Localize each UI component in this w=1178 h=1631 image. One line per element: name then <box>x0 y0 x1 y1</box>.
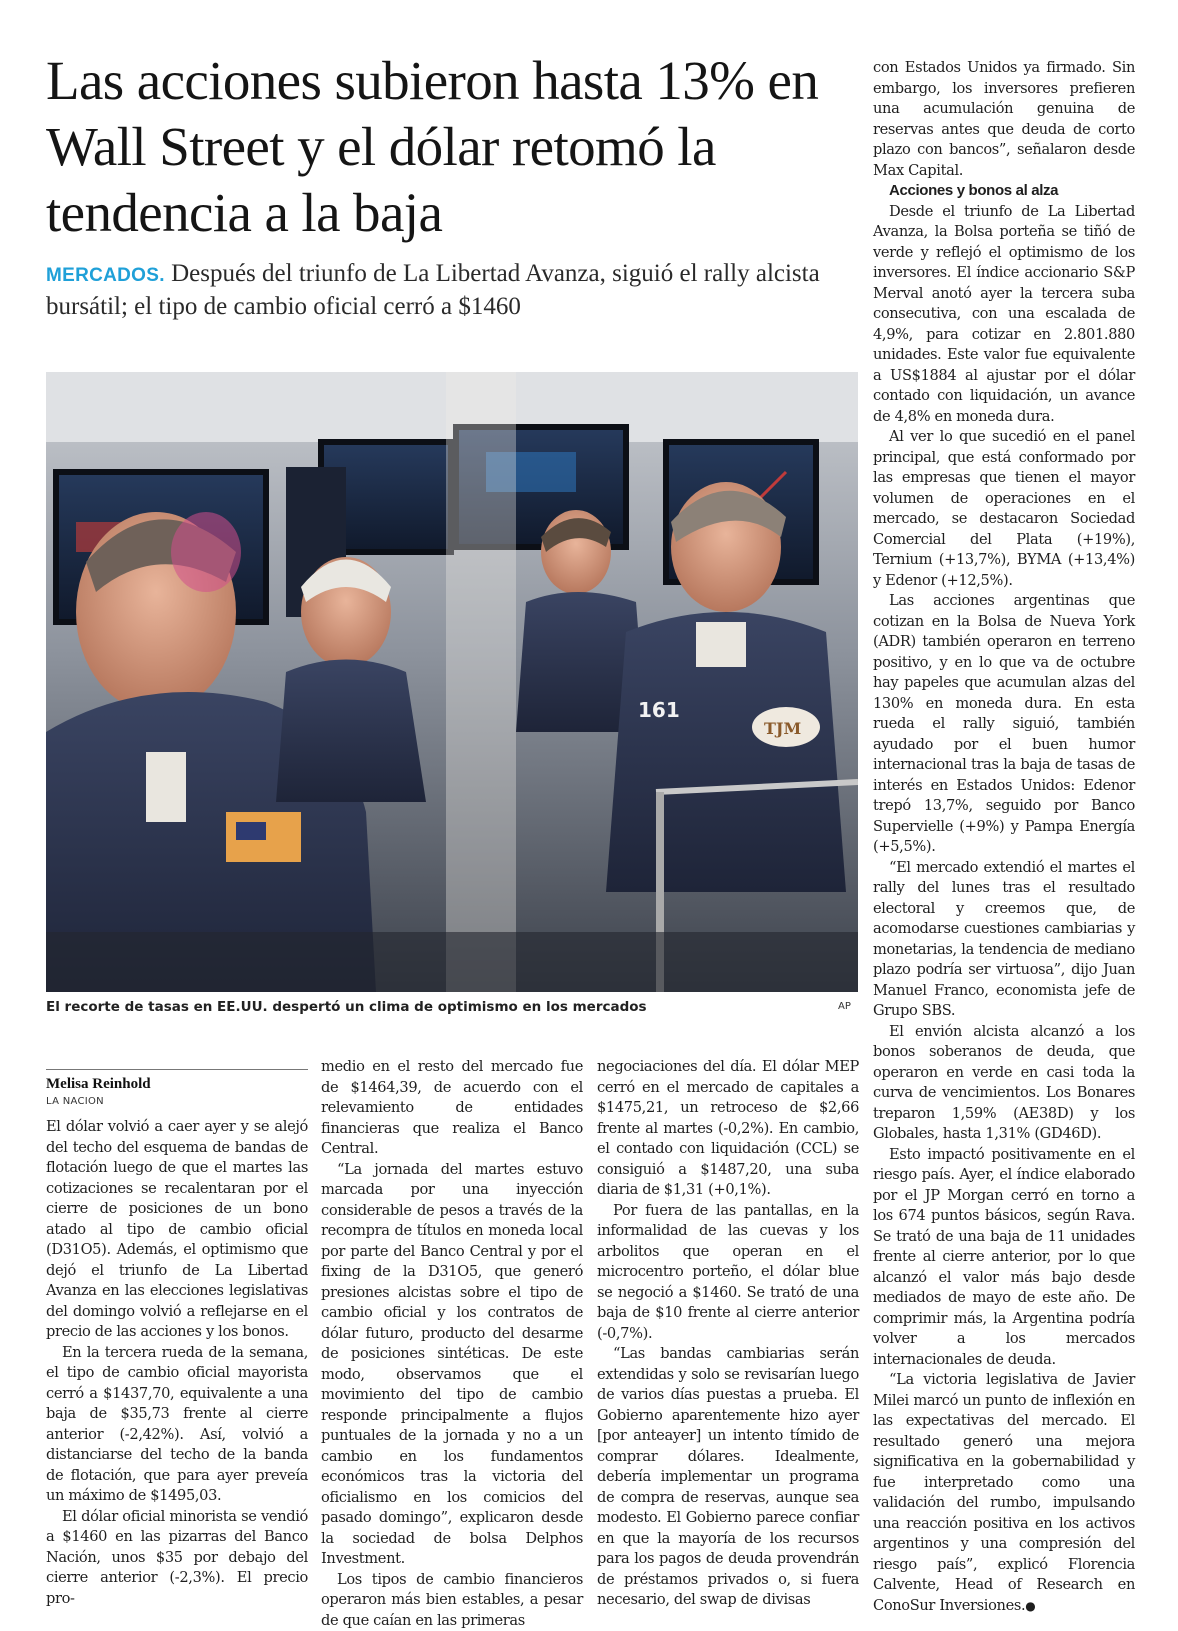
paragraph <box>873 1370 1135 1616</box>
paragraph: Por fuera de las pantallas, en la informalidad de las cuevas y los arbolitos que operan en el microcentro porteño, el dólar blue se negoció a $1460. Se trató de una baja de $10 frente al cierre anterior (-0,7%). <box>597 1201 859 1345</box>
paragraph: Al ver lo que sucedió en el panel principal, que está conformado por las empresas que tienen el mayor volumen de operaciones en el mercado, se destacaron Sociedad Comercial del Plata (+19%), Ternium (+13,7%), BYMA (+13,4%) y Edenor (+12,5%). <box>873 427 1135 591</box>
paragraph: En la tercera rueda de la semana, el tipo de cambio oficial mayorista cerró a $1437,70, equivalente a una baja de $35,73 frente al cierre anterior (-2,42%). Así, volvió a distanciarse del techo de la banda de flotación, que para ayer preveía un máximo de $1495,03. <box>46 1343 308 1507</box>
end-mark-icon: ● <box>1025 1599 1035 1613</box>
paragraph: medio en el resto del mercado fue de $1464,39, de acuerdo con el relevamiento de entidades financieras que realiza el Banco Central. <box>321 1057 583 1160</box>
paragraph: “El mercado extendió el martes el rally del lunes tras el resultado electoral y creemos que, de acomodarse cuestiones cambiarias y monetarias, la tendencia de mediano plazo podría ser virtuosa”, dijo Juan Manuel Franco, economista jefe de Grupo SBS. <box>873 858 1135 1022</box>
badge-number: 161 <box>638 698 680 722</box>
paragraph: con Estados Unidos ya firmado. Sin embargo, los inversores prefieren una acumulación genuina de reservas antes que deuda de corto plazo con bancos”, señalaron desde Max Capital. <box>873 58 1135 181</box>
paragraph-text: “La victoria legislativa de Javier Milei marcó un punto de inflexión en las expectativas del mercado. El resultado generó una mejora significativa en la gobernabilidad y fue interpretado como una validación del rumbo, impulsando una reacción positiva en los activos argentinos y una compresión del riesgo país”, explicó Florencia Calvente, Head of Research en ConoSur Inversiones. <box>873 1371 1135 1614</box>
column-2 <box>321 1057 583 1631</box>
byline-org: LA NACION <box>46 1096 308 1107</box>
paragraph: El dólar oficial minorista se vendió a $1460 en las pizarras del Banco Nación, unos $35 por debajo del cierre anterior (-2,3%). El precio pro- <box>46 1507 308 1610</box>
headline: Las acciones subieron hasta 13% en Wall Street y el dólar retomó la tendencia a la baja <box>46 48 836 246</box>
section-kicker: MERCADOS. <box>46 265 165 286</box>
paragraph: Desde el triunfo de La Libertad Avanza, la Bolsa porteña se tiñó de verde y reflejó el optimismo de los inversores. El índice accionario S&P Merval anotó ayer la tercera suba consecutiva, con una escalada de 4,9%, para cotizar en 2.801.880 unidades. Este valor fue equivalente a US$1884 al ajustar por el dólar contado con liquidación, un avance de 4,8% en moneda dura. <box>873 202 1135 428</box>
column-1 <box>46 1117 308 1609</box>
deck-text: Después del triunfo de La Libertad Avanza, siguió el rally alcista bursátil; el tipo de cambio oficial cerró a $1460 <box>46 260 820 320</box>
column-4 <box>873 58 1135 1616</box>
paragraph: “Las bandas cambiarias serán extendidas y solo se revisarían luego de varios días puestas a prueba. El Gobierno aparentemente hizo ayer [por anteayer] un intento tímido de comprar dólares. Idealmente, debería implementar un programa de compra de reservas, aunque sea modesto. El Gobierno parece confiar en que la mayoría de los recursos para los pagos de deuda provendrán de préstamos privados o, si fuera necesario, del swap de divisas <box>597 1344 859 1611</box>
paragraph: El envión alcista alcanzó a los bonos soberanos de deuda, que operaron en verde en casi toda la curva de vencimientos. Los Bonares treparon 1,59% (AE38D) y los Globales, hasta 1,31% (GD46D). <box>873 1022 1135 1145</box>
badge-logo: TJM <box>764 719 801 738</box>
paragraph: El dólar volvió a caer ayer y se alejó del techo del esquema de bandas de flotación luego de que el martes las cotizaciones se recalentaran por el cierre de posiciones de un bono atado al tipo de cambio oficial (D31O5). Además, el optimismo que dejó el triunfo de La Libertad Avanza en las elecciones legislativas del domingo volvió a reflejarse en el precio de las acciones y los bonos. <box>46 1117 308 1343</box>
paragraph: Esto impactó positivamente en el riesgo país. Ayer, el índice elaborado por el JP Morgan cerró en torno a los 674 puntos básicos, según Rava. Se trató de una baja de 11 unidades frente al cierre anterior, por lo que alcanzó el valor más bajo desde mediados de mayo de este año. De comprimir más, la Argentina podría volver a los mercados internacionales de deuda. <box>873 1145 1135 1371</box>
paragraph: “La jornada del martes estuvo marcada por una inyección considerable de pesos a través de la recompra de títulos en moneda local por parte del Banco Central y por el fixing de la D31O5, que generó presiones alcistas sobre el tipo de cambio oficial y los contratos de dólar futuro, producto del desarme de posiciones sintéticas. De este modo, observamos que el movimiento del tipo de cambio responde principalmente a flujos puntuales de la jornada y no a un cambio en los fundamentos económicos tras la victoria del oficialismo en los comicios del pasado domingo”, explicaron desde la sociedad de bolsa Delphos Investment. <box>321 1160 583 1570</box>
photo-credit: AP <box>838 1001 851 1012</box>
subheading: Acciones y bonos al alza <box>873 181 1135 202</box>
deck <box>46 258 836 322</box>
byline-name: Melisa Reinhold <box>46 1076 308 1093</box>
photo-caption: El recorte de tasas en EE.UU. despertó un clima de optimismo en los mercados <box>46 999 806 1015</box>
article-photo <box>46 372 858 992</box>
byline <box>46 1069 308 1107</box>
paragraph: Los tipos de cambio financieros operaron más bien estables, a pesar de que caían en las primeras <box>321 1570 583 1631</box>
column-3 <box>597 1057 859 1611</box>
paragraph: Las acciones argentinas que cotizan en la Bolsa de Nueva York (ADR) también operaron en terreno positivo, y en lo que va de octubre hay papeles que acumulan alzas del 130% en moneda dura. En esta rueda el rally siguió, también ayudado por el buen humor internacional tras la baja de tasas de interés en Estados Unidos: Edenor trepó 13,7%, seguido por Banco Supervielle (+9%) y Pampa Energía (+5,5%). <box>873 591 1135 858</box>
paragraph: negociaciones del día. El dólar MEP cerró en el mercado de capitales a $1475,21, un retroceso de $2,66 frente al martes (-0,2%). En cambio, el contado con liquidación (CCL) se consiguió a $1487,20, una suba diaria de $1,31 (+0,1%). <box>597 1057 859 1201</box>
